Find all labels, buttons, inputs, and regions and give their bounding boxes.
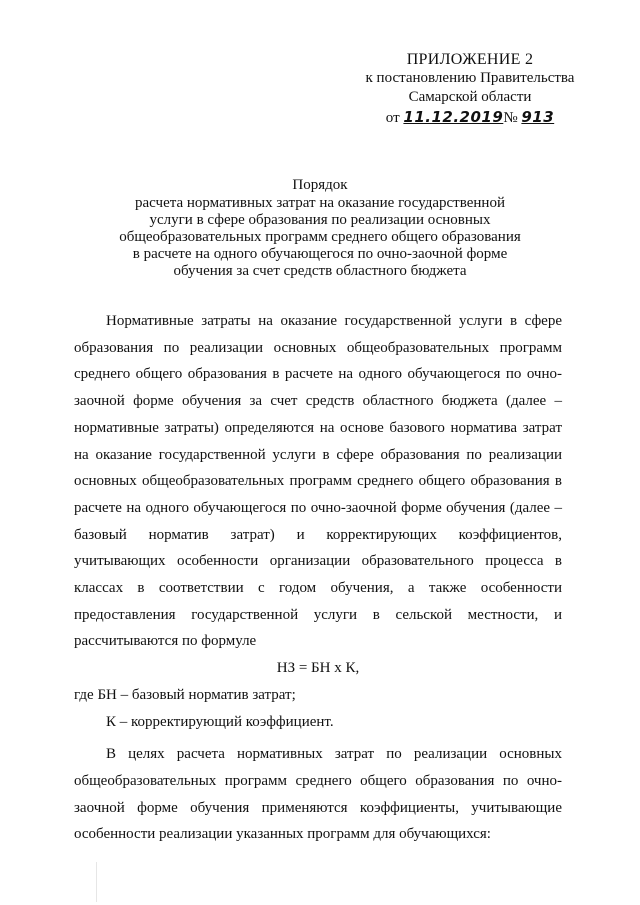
heading-line: в расчете на одного обучающегося по очно-заочной форме (132, 246, 508, 262)
heading-line: обучения за счет средств областного бюджета (173, 263, 467, 279)
formula-explanation-bn: где БН – базовый норматив затрат; (74, 686, 296, 703)
heading-line: услуги в сфере образования по реализации основных (149, 212, 491, 228)
number-prefix: № (503, 110, 518, 126)
document-body (74, 308, 562, 848)
heading-line: расчета нормативных затрат на оказание государственной (135, 195, 505, 211)
appendix-title: ПРИЛОЖЕНИЕ 2 (406, 51, 534, 68)
paragraph-coefficients: В целях расчета нормативных затрат по реализации основных общеобразовательных программ среднего общего образования по очно-заочной форме обучения применяются коэффициенты, учитывающие особенности реализации указанных программ для обучающихся: (74, 746, 562, 843)
appendix-date-line (350, 108, 590, 128)
handwritten-date: 11.12.2019 (403, 108, 504, 126)
scan-edge-mark (96, 862, 97, 902)
heading-title: Порядок (292, 177, 348, 193)
handwritten-number: 913 (521, 108, 555, 126)
formula: НЗ = БН х К, (276, 660, 360, 677)
date-prefix: от (385, 110, 400, 126)
appendix-line-region: Самарской области (408, 89, 532, 105)
heading-line: общеобразовательных программ среднего общего образования (119, 229, 521, 245)
document-heading (110, 177, 530, 280)
formula-explanation-k: К – корректирующий коэффициент. (106, 713, 334, 730)
appendix-line-decree: к постановлению Правительства (365, 70, 575, 86)
paragraph-definition: Нормативные затраты на оказание государственной услуги в сфере образования по реализации основных общеобразовательных программ среднего общего образования в расчете на одного обучающегося по очно-заочной форме обучения за счет средств областного бюджета (далее – нормативные затраты) определяются на основе базового норматива затрат на оказание государственной услуги в сфере образования по реализации основных общеобразовательных программ среднего общего образования в расчете на одного обучающегося по очно-заочной форме обучения (далее – базовый норматив затрат) и корректирующих коэффициентов, учитывающих особенности организации образовательного процесса в классах в соответствии с годом обучения, а также особенности предоставления государственной услуги в сельской местности, и рассчитываются по формуле (74, 313, 562, 650)
appendix-block (350, 50, 590, 128)
